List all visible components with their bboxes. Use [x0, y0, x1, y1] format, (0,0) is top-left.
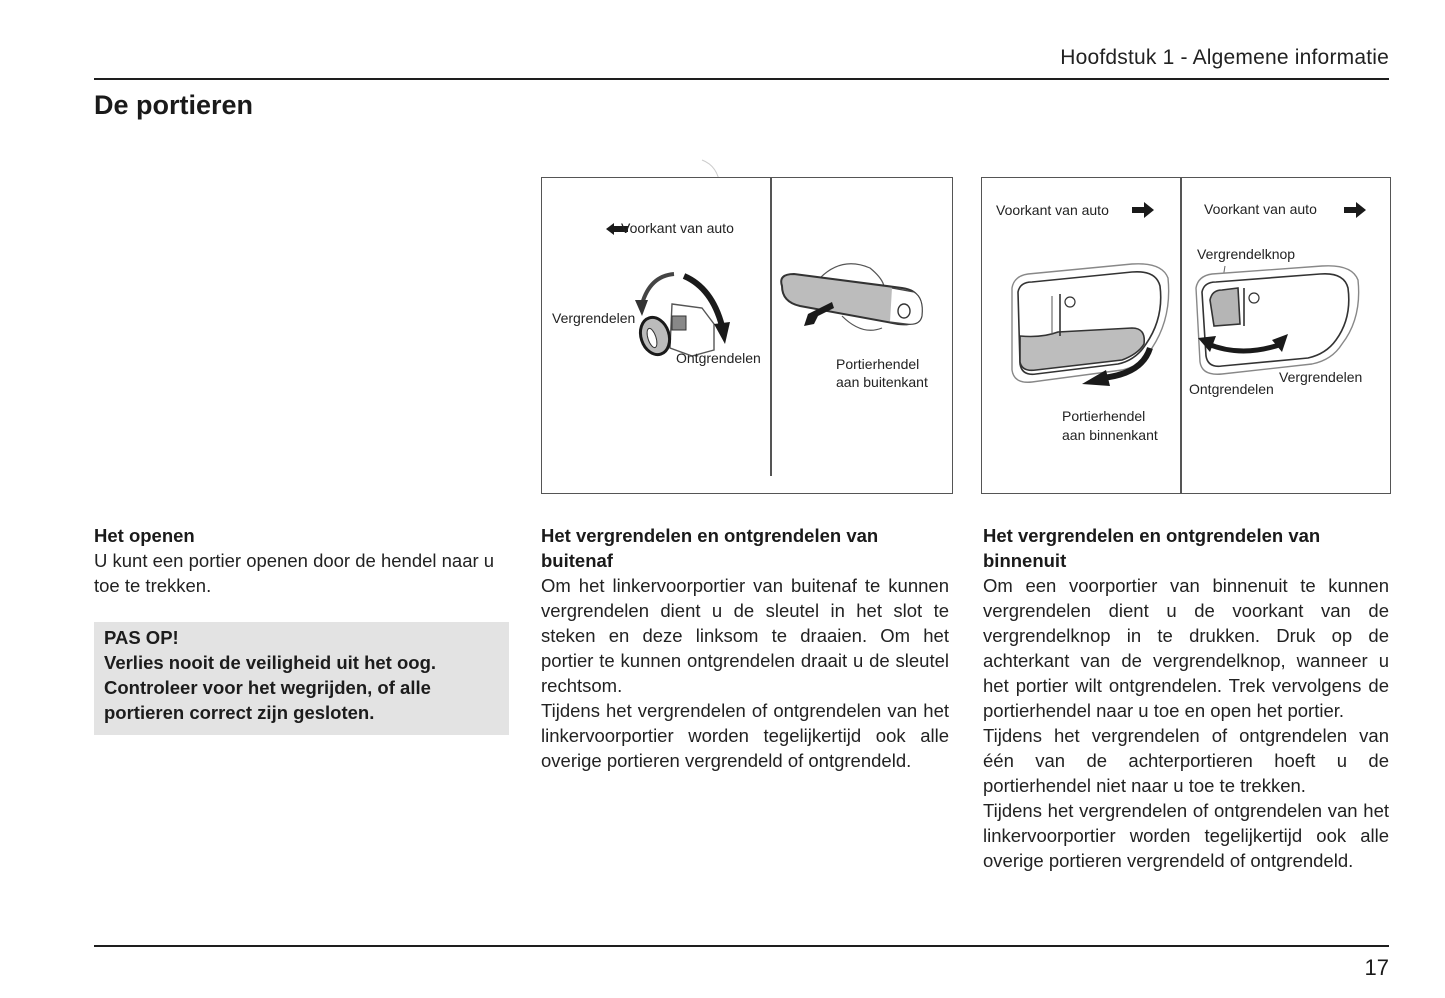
- direction-label: Voorkant van auto: [996, 202, 1109, 218]
- warning-box: [94, 622, 509, 735]
- handle-caption-line2: aan buitenkant: [836, 374, 928, 390]
- outside-door-handle-icon: [781, 264, 922, 331]
- rotate-ccw-arrow-icon: [635, 274, 674, 316]
- lock-label: Vergrendelen: [552, 310, 636, 326]
- unlock-label: Ontgrendelen: [676, 350, 761, 366]
- column-opening: [94, 523, 509, 735]
- outside-illustration: [542, 178, 954, 495]
- knob-label: Vergrendelknop: [1197, 246, 1296, 262]
- handle-caption-line1: Portierhendel: [836, 356, 920, 372]
- handle-caption-line1: Portierhendel: [1062, 408, 1146, 424]
- section-heading-opening: Het openen: [94, 525, 195, 546]
- direction-label: Voorkant van auto: [1204, 201, 1317, 217]
- inside-paragraph-3: Tijdens het vergrendelen of ontgrendelen van het linkervoorportier worden tegelijkertijd ook alle overige portieren vergrendeld of ontgrendeld.: [983, 800, 1389, 871]
- outside-paragraph-1: Om het linkervoorportier van buitenaf te kunnen vergrendelen dient u de sleutel in het slot te steken en deze linksom te draaien. Om het portier te kunnen ontgrendelen draait u de sleutel rechtsom.: [541, 575, 949, 696]
- page-number: 17: [1364, 955, 1389, 980]
- inside-paragraph-2: Tijdens het vergrendelen of ontgrendelen van één van de achterportieren hoeft u de portierhendel niet naar u toe te trekken.: [983, 725, 1389, 796]
- lock-knob-icon: [1196, 266, 1359, 374]
- page-title: De portieren: [94, 90, 254, 120]
- figure-outside-locking: [541, 177, 953, 494]
- chapter-header: Hoofdstuk 1 - Algemene informatie: [1060, 46, 1389, 69]
- column-outside-locking: [541, 523, 949, 773]
- unlock-label: Ontgrendelen: [1189, 381, 1274, 397]
- handle-caption-line2: aan binnenkant: [1062, 427, 1158, 443]
- inside-door-handle-icon: [1012, 264, 1169, 386]
- section-heading-outside: Het vergrendelen en ontgrendelen van buitenaf: [541, 525, 879, 571]
- direction-label: Voorkant van auto: [621, 220, 734, 236]
- inside-illustration: [982, 178, 1392, 495]
- inside-paragraph-1: Om een voorportier van binnenuit te kunnen vergrendelen dient u de voorkant van de vergrendelknop in te drukken. Druk op de achterkant van de vergrendelknop, wanneer u het portier wilt ontgrendelen. Trek vervolgens de portierhendel naar u toe en open het portier.: [983, 575, 1389, 721]
- arrow-right-icon: [1344, 202, 1366, 218]
- warning-line2: Controleer voor het wegrijden, of alle portieren correct zijn gesloten.: [104, 677, 431, 723]
- outside-paragraph-2: Tijdens het vergrendelen of ontgrendelen van het linkervoorportier worden tegelijkertijd ook alle overige portieren vergrendeld of ontgrendeld.: [541, 700, 949, 771]
- section-heading-inside: Het vergrendelen en ontgrendelen van binnenuit: [983, 525, 1321, 571]
- warning-title: PAS OP!: [104, 627, 179, 648]
- lock-label: Vergrendelen: [1279, 369, 1363, 385]
- column-inside-locking: [983, 523, 1389, 873]
- footer-rule: [94, 945, 1389, 947]
- arrow-right-icon: [1132, 202, 1154, 218]
- opening-body: U kunt een portier openen door de hendel naar u toe te trekken.: [94, 550, 495, 596]
- figure-inside-locking: [981, 177, 1391, 494]
- warning-line1: Verlies nooit de veiligheid uit het oog.: [104, 652, 437, 673]
- header-rule: [94, 78, 1389, 80]
